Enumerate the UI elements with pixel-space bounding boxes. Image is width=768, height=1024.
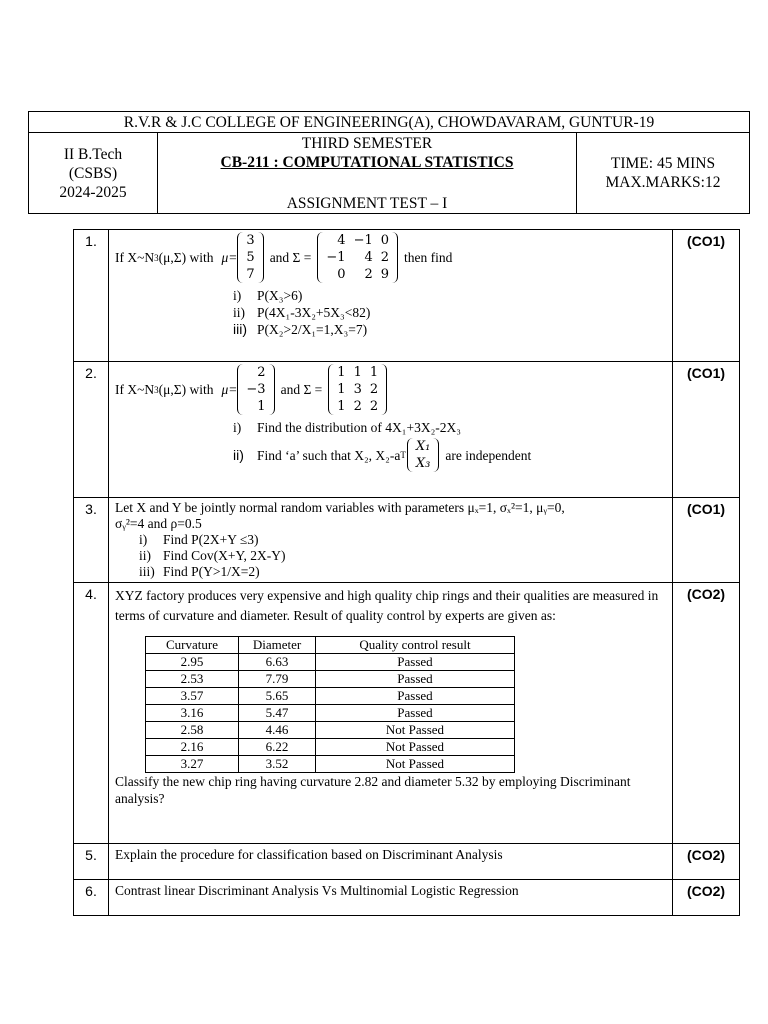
matrix-cell: X₁: [415, 439, 431, 454]
q1-and: and Σ =: [269, 249, 312, 265]
part-label: ii): [233, 305, 245, 320]
table-cell: 5.65: [239, 688, 316, 705]
table-cell: 2.16: [146, 739, 239, 756]
question-number: 6.: [74, 880, 109, 916]
course-outcome: (CO2): [673, 880, 740, 916]
time-marks: [577, 133, 750, 214]
test-title: ASSIGNMENT TEST – I: [158, 175, 577, 214]
course-title: CB-211 : COMPUTATIONAL STATISTICS: [158, 153, 577, 175]
part-text: Find P(2X+Y ≤3): [163, 532, 259, 547]
q4-intro: XYZ factory produces very expensive and high quality chip rings and their qualities are measured in terms of curvature and diameter. Result of quality control by experts are given as:: [115, 588, 659, 623]
q3-parts: [139, 532, 672, 580]
course-outcome: (CO1): [673, 230, 740, 362]
part-text: P(X₂>2/X₁=1,X₃=7): [257, 322, 368, 337]
table-cell: 2.58: [146, 722, 239, 739]
part-label: i): [233, 288, 242, 303]
question-body: Explain the procedure for classification based on Discriminant Analysis: [109, 844, 673, 880]
q2-mu-vector: [237, 364, 274, 415]
part-text: Find P(Y>1/X=2): [163, 564, 260, 579]
column-header: Curvature: [146, 637, 239, 654]
table-cell: Not Passed: [316, 739, 515, 756]
q2-parts: [233, 419, 672, 472]
course-outcome: (CO1): [673, 498, 740, 583]
course-outcome: (CO1): [673, 362, 740, 498]
matrix-cell: 5: [246, 250, 255, 265]
list-item: [139, 532, 672, 548]
course-outcome: (CO2): [673, 583, 740, 844]
branch-label: (CSBS): [68, 164, 118, 182]
matrix-cell: 1: [257, 399, 266, 414]
question-number: 5.: [74, 844, 109, 880]
q1-parts: [233, 287, 672, 338]
matrix-cell: 2: [380, 250, 390, 265]
table-cell: Not Passed: [316, 722, 515, 739]
part-text: P(X₃>6): [257, 288, 303, 303]
table-row: [146, 688, 515, 705]
q1-mu: μ=: [221, 249, 238, 265]
table-row: [146, 739, 515, 756]
list-item: [233, 438, 672, 472]
column-header: Diameter: [239, 637, 316, 654]
question-row: [74, 362, 740, 498]
matrix-cell: −1: [326, 250, 346, 265]
college-name: R.V.R & J.C COLLEGE OF ENGINEERING(A), CHOWDAVARAM, GUNTUR-19: [29, 112, 750, 133]
table-cell: 3.57: [146, 688, 239, 705]
q3-line1: Let X and Y be jointly normal random variables with parameters μₓ=1, σₓ²=1, μᵧ=0,: [115, 500, 565, 515]
course-outcome: (CO2): [673, 844, 740, 880]
part-label: iii): [139, 564, 155, 579]
list-item: [233, 321, 672, 338]
table-row: [146, 756, 515, 773]
question-body: [109, 362, 673, 498]
matrix-cell: 1: [337, 382, 346, 397]
matrix-cell: 1: [353, 365, 362, 380]
class-label: II B.Tech: [63, 145, 123, 163]
time-label: TIME: 45 MINS: [610, 155, 716, 172]
q1-then: then find: [404, 249, 453, 265]
question-body: [109, 498, 673, 583]
matrix-cell: 4: [337, 233, 346, 248]
q1-intro: If X~N: [115, 249, 155, 265]
transpose-mark: T: [400, 449, 406, 460]
part-text: are independent: [445, 447, 532, 463]
part-label: ii): [233, 446, 244, 463]
list-item: [139, 564, 672, 580]
matrix-cell: 9: [380, 267, 390, 282]
table-cell: Passed: [316, 654, 515, 671]
part-label: i): [233, 420, 242, 435]
part-text: P(4X₁-3X₂+5X₃<82): [257, 305, 371, 320]
q1-dist: (μ,Σ) with: [158, 249, 214, 265]
table-cell: 2.95: [146, 654, 239, 671]
matrix-cell: 3: [353, 382, 362, 397]
question-number: 2.: [74, 362, 109, 498]
matrix-cell: 0: [380, 233, 390, 248]
q1-mu-vector: [237, 232, 263, 283]
table-cell: 3.16: [146, 705, 239, 722]
question-row: [74, 583, 740, 844]
matrix-cell: 1: [337, 399, 346, 414]
matrix-cell: 2: [369, 382, 379, 397]
list-item: [233, 287, 672, 304]
q3-line2: σᵧ²=4 and ρ=0.5: [115, 516, 202, 531]
marks-label: MAX.MARKS:12: [605, 174, 721, 191]
matrix-cell: 1: [369, 365, 379, 380]
q2-n3: 3: [154, 384, 159, 395]
question-row: [74, 230, 740, 362]
q2-intro: If X~N: [115, 381, 155, 397]
table-cell: Passed: [316, 705, 515, 722]
question-row: [74, 880, 740, 916]
q2-mu: μ=: [221, 381, 238, 397]
matrix-cell: −1: [353, 233, 373, 248]
matrix-cell: 2: [257, 365, 266, 380]
q2-and: and Σ =: [280, 381, 323, 397]
question-number: 3.: [74, 498, 109, 583]
question-number: 1.: [74, 230, 109, 362]
list-item: [139, 548, 672, 564]
table-row: [146, 722, 515, 739]
part-label: ii): [139, 548, 151, 563]
table-cell: Passed: [316, 688, 515, 705]
question-body: Contrast linear Discriminant Analysis Vs Multinomial Logistic Regression: [109, 880, 673, 916]
matrix-cell: 7: [246, 267, 255, 282]
table-cell: 4.46: [239, 722, 316, 739]
matrix-cell: 2: [364, 267, 373, 282]
part-label: iii): [233, 321, 247, 337]
question-number: 4.: [74, 583, 109, 844]
table-cell: 6.22: [239, 739, 316, 756]
class-info: [29, 133, 158, 214]
matrix-cell: 1: [337, 365, 346, 380]
list-item: [233, 419, 672, 436]
quality-table: [145, 636, 515, 773]
q2-sigma-matrix: [328, 364, 387, 415]
matrix-cell: X₃: [415, 456, 431, 471]
q1-sigma-matrix: [317, 232, 398, 283]
exam-header: [28, 111, 750, 214]
table-row: [146, 671, 515, 688]
table-cell: 6.63: [239, 654, 316, 671]
column-header: Quality control result: [316, 637, 515, 654]
table-row: [146, 705, 515, 722]
part-text: Find the distribution of 4X₁+3X₂-2X₃: [257, 420, 461, 435]
q1-n3: 3: [154, 252, 159, 263]
table-cell: 5.47: [239, 705, 316, 722]
part-text: Find Cov(X+Y, 2X-Y): [163, 548, 286, 563]
matrix-cell: 2: [369, 399, 379, 414]
matrix-cell: 2: [353, 399, 362, 414]
matrix-cell: 3: [246, 233, 255, 248]
question-body: [109, 583, 673, 844]
question-row: [74, 844, 740, 880]
list-item: [233, 304, 672, 321]
table-cell: Passed: [316, 671, 515, 688]
table-cell: 3.27: [146, 756, 239, 773]
matrix-cell: −3: [246, 382, 266, 397]
matrix-cell: 0: [337, 267, 346, 282]
part-text: Find ‘a’ such that X₂, X₂-a: [257, 447, 401, 463]
semester-label: THIRD SEMESTER: [158, 133, 577, 154]
year-label: 2024-2025: [59, 183, 127, 201]
table-cell: Not Passed: [316, 756, 515, 773]
table-cell: 2.53: [146, 671, 239, 688]
table-cell: 3.52: [239, 756, 316, 773]
question-body: [109, 230, 673, 362]
q2-vector: [407, 438, 439, 472]
part-label: i): [139, 532, 148, 547]
question-row: [74, 498, 740, 583]
questions-table: [73, 229, 740, 916]
q4-outro: Classify the new chip ring having curvature 2.82 and diameter 5.32 by employing Discriminant analysis?: [115, 774, 631, 806]
q2-dist: (μ,Σ) with: [158, 381, 214, 397]
matrix-cell: 4: [364, 250, 373, 265]
table-row: [146, 654, 515, 671]
table-cell: 7.79: [239, 671, 316, 688]
